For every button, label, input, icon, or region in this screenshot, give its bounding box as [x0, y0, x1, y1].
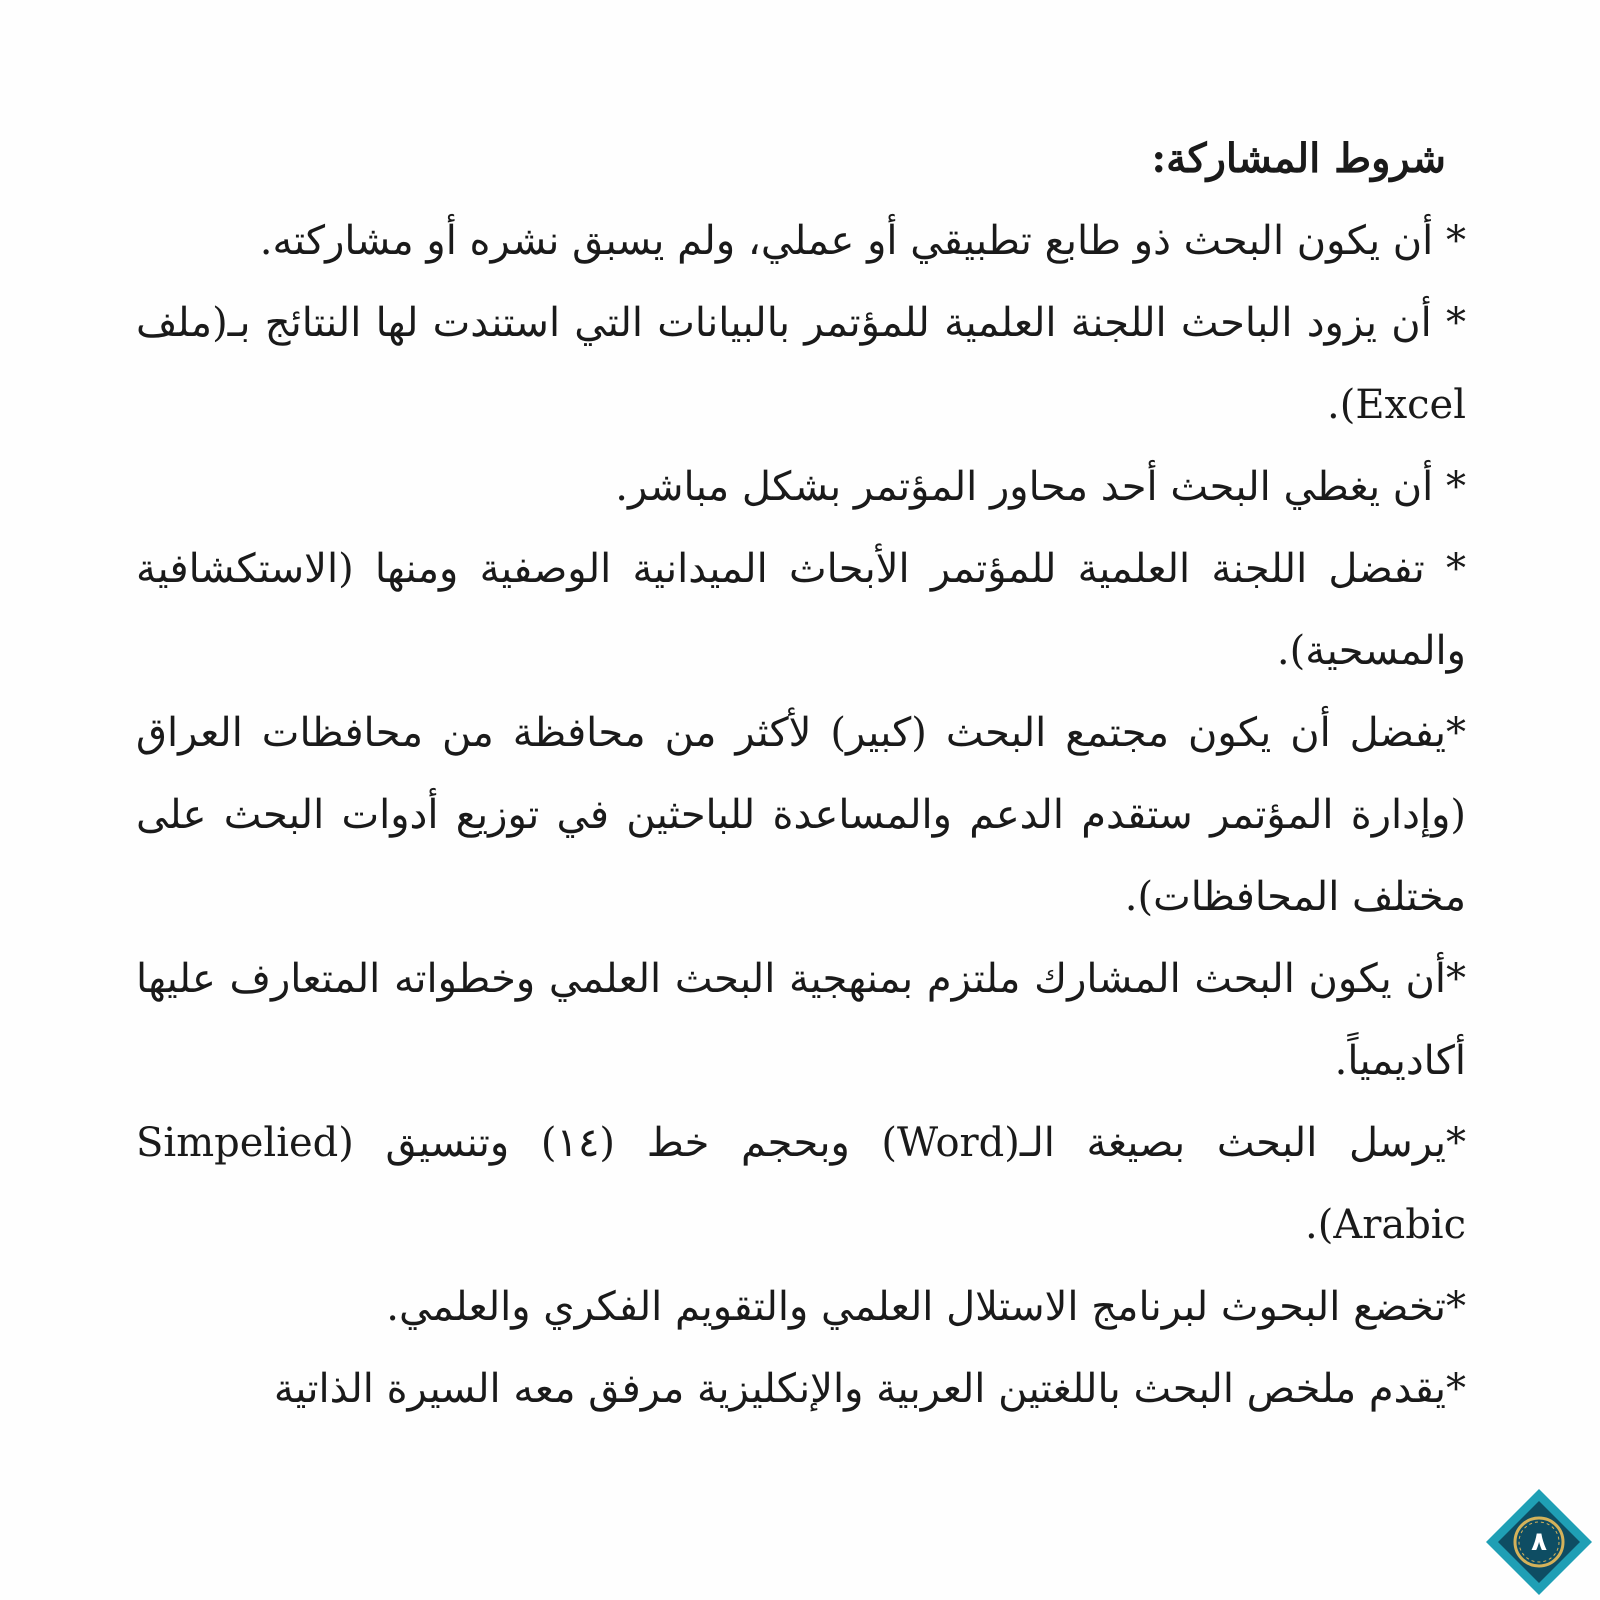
- condition-item-7: *يرسل البحث بصيغة الـ(Word) وبحجم خط (١٤) وتنسيق (Simpelied Arabic).: [136, 1120, 1467, 1248]
- condition-item-4: * تفضل اللجنة العلمية للمؤتمر الأبحاث الميدانية الوصفية ومنها (الاستكشافية والمسحية).: [136, 546, 1466, 674]
- page-number: ٨: [1531, 1527, 1547, 1557]
- section-heading: شروط المشاركة:: [1151, 135, 1446, 182]
- condition-item-2: * أن يزود الباحث اللجنة العلمية للمؤتمر بالبيانات التي استندت لها النتائج بـ(ملف Excel).: [136, 300, 1466, 428]
- conditions-section: [136, 118, 1466, 1430]
- condition-item-6: *أن يكون البحث المشارك ملتزم بمنهجية البحث العلمي وخطواته المتعارف عليها أكاديمياً.: [136, 956, 1466, 1084]
- condition-item-8: *تخضع البحوث لبرنامج الاستلال العلمي والتقويم الفكري والعلمي.: [386, 1284, 1466, 1330]
- condition-item-5: *يفضل أن يكون مجتمع البحث (كبير) لأكثر من محافظة من محافظات العراق (وإدارة المؤتمر ستقدم الدعم والمساعدة للباحثين في توزيع أدوات البحث على مختلف المحافظات).: [136, 710, 1466, 920]
- condition-item-9: *يقدم ملخص البحث باللغتين العربية والإنكليزية مرفق معه السيرة الذاتية: [273, 1366, 1466, 1412]
- condition-item-1: * أن يكون البحث ذو طابع تطبيقي أو عملي، ولم يسبق نشره أو مشاركته.: [259, 218, 1466, 264]
- condition-item-3: * أن يغطي البحث أحد محاور المؤتمر بشكل مباشر.: [615, 464, 1466, 510]
